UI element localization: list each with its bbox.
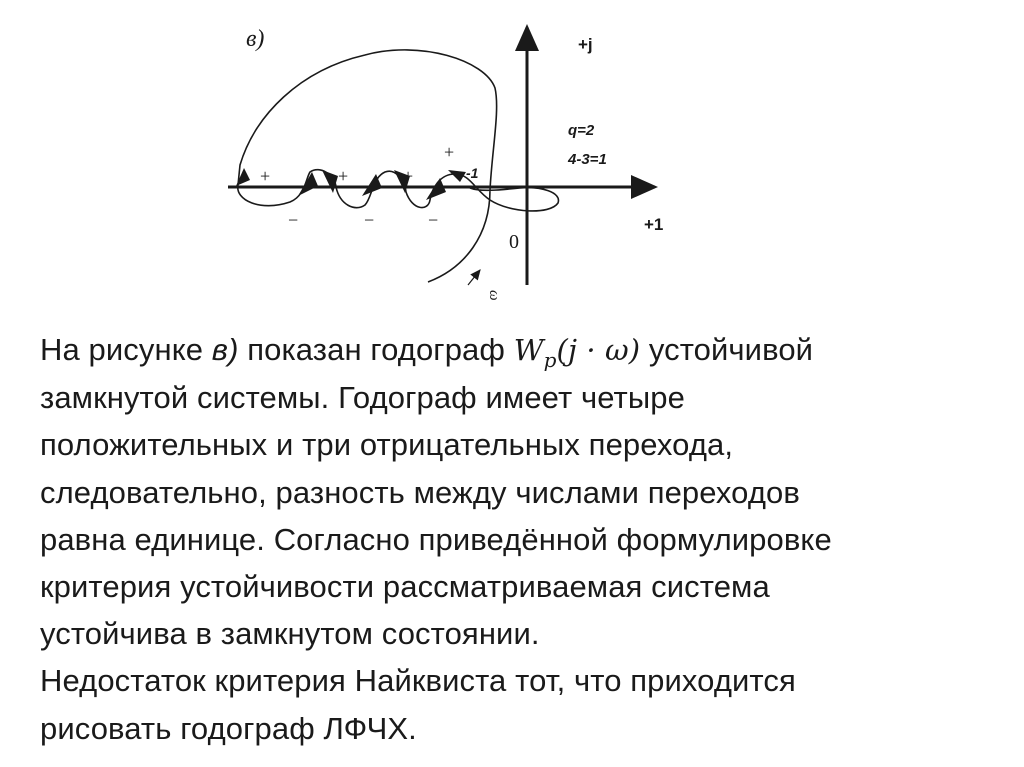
plus-sign-2: + [338, 166, 349, 186]
origin-label: 0 [509, 231, 519, 253]
explanation-text [40, 326, 1000, 752]
curve-arrow-5 [426, 178, 446, 200]
minus-sign-3: − [428, 210, 439, 230]
minus-sign-1: − [288, 210, 299, 230]
omega-direction-arrow [468, 270, 480, 285]
text-line-4: следовательно, разность между числами переходов [40, 474, 800, 510]
text-line-5: равна единице. Согласно приведённой формулировке [40, 521, 832, 557]
transfer-function-formula [513, 333, 641, 372]
plus-sign-4: + [444, 142, 455, 162]
curve-arrow-2 [322, 170, 338, 193]
diff-label: 4-3=1 [568, 151, 607, 168]
minus-sign-2: − [364, 210, 375, 230]
plus-sign-1: + [260, 166, 271, 186]
curve-arrow-6 [448, 170, 466, 182]
panel-reference: в) [211, 332, 239, 367]
plus-sign-3: + [403, 166, 414, 186]
formula-args: (j · ω) [556, 333, 641, 367]
imag-axis-label: +j [578, 35, 593, 54]
text-line-3: положительных и три отрицательных перехода, [40, 427, 734, 463]
text-line-2: замкнутой системы. Годограф имеет четыре [40, 380, 685, 416]
nyquist-hodograph-diagram [0, 0, 1024, 310]
text-line-1-start: На рисунке [40, 332, 212, 367]
text-line-1-end: устойчивой [640, 332, 814, 367]
text-line-1 [40, 326, 1000, 374]
text-line-9: рисовать годограф ЛФЧХ. [40, 710, 417, 746]
q-label: q=2 [568, 122, 595, 139]
formula-w: W [513, 333, 544, 367]
formula-subscript: p [543, 347, 557, 372]
text-line-7: устойчива в замкнутом состоянии. [40, 616, 540, 652]
text-line-6: критерия устойчивости рассматриваемая система [40, 569, 770, 605]
real-axis-label: +1 [644, 215, 664, 234]
text-line-8: Недостаток критерия Найквиста тот, что приходится [40, 663, 796, 699]
minus-one-label: -1 [466, 165, 479, 181]
text-line-1-middle: показан годограф [238, 332, 514, 367]
omega-label: ω [486, 290, 502, 301]
panel-label: в) [246, 26, 265, 52]
